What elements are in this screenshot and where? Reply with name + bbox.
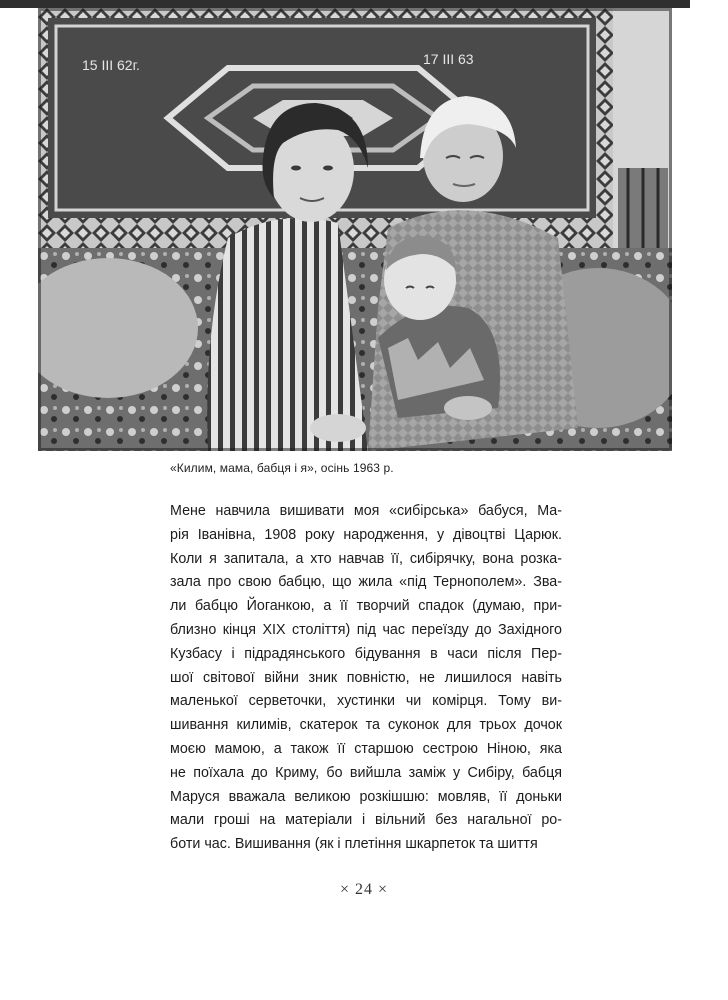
body-line: рія Іванівна, 1908 року народження, у дівоцтві Царюк. [170,526,562,543]
body-line: Мене навчила вишивати моя «сибірська» бабуся, Ма- [170,503,562,519]
body-line: Коли я запитала, а хто навчав її, сибірячку, вона розка- [170,550,562,567]
body-line: близно кінця XIX століття) під час переїзду до Західного [170,621,562,638]
body-line: шої світової війни зник повністю, не лишилося навіть [170,669,562,686]
body-line: моєю мамою, а також її старшою сестрою Ніною, яка [170,740,562,757]
body-line: Маруся вважала великою розкішшю: мовляв, її доньки [170,788,562,805]
body-line: не поїхала до Криму, бо вийшла заміж у Сибіру, бабця [170,764,562,781]
top-edge-bar [0,0,690,8]
carpet-date-left: 15 III 62г. [82,57,140,73]
page-number: × 24 × [339,881,389,898]
body-line: шивання килимів, скатерок та суконок для трьох дочок [170,717,562,734]
family-photo [38,8,672,451]
photo-caption: «Килим, мама, бабця і я», осінь 1963 р. [170,461,394,475]
carpet-date-right: 17 III 63 [423,51,474,67]
body-line: зала про свою бабцю, що жила «під Тернополем». Зва- [170,574,562,591]
body-line: Кузбасу і підрадянського бідування в часи після Пер- [170,645,562,662]
body-line: маленької серветочки, хустинки чи комірця. Тому ви- [170,693,562,710]
body-line: боти час. Вишивання (як і плетіння шкарпеток та шиття [170,836,538,853]
body-line: мали гроші на матеріали і вільний без нагальної ро- [170,812,562,829]
body-line: ли бабцю Йоганкою, а її творчий спадок (думаю, при- [170,598,562,615]
body-paragraph [170,500,562,857]
